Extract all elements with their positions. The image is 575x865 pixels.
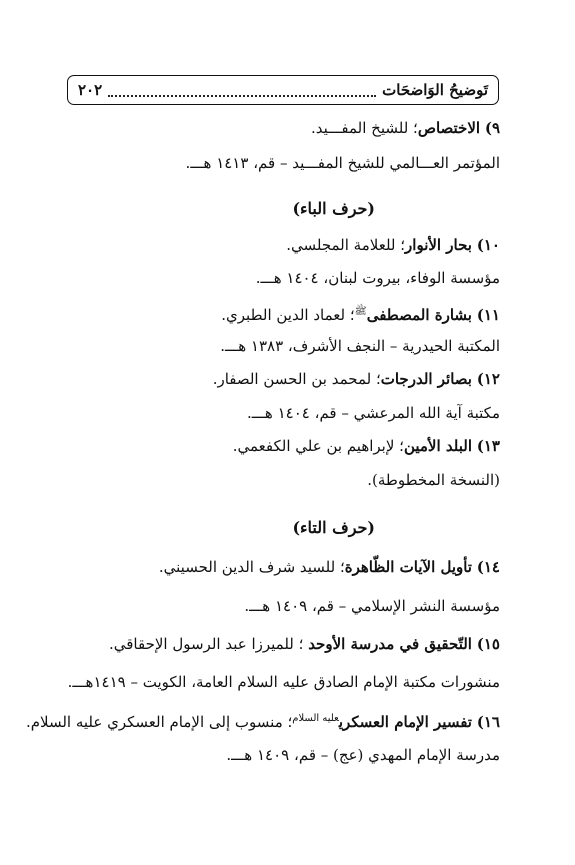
entry-13-title-line xyxy=(233,436,500,456)
entry-title: بحار الأنوار xyxy=(405,236,472,254)
entry-12-title-line xyxy=(213,369,500,389)
entry-title: التّحقيق في مدرسة الأوحد xyxy=(308,635,472,653)
entry-author: ؛ للسيد شرف الدين الحسيني. xyxy=(158,558,345,576)
entry-author: ؛ منسوب إلى الإمام العسكري عليه السلام. xyxy=(25,713,293,731)
page-header xyxy=(67,75,499,105)
entry-13-publisher: (النسخة المخطوطة). xyxy=(367,471,500,489)
entry-number: ١٣) xyxy=(476,437,500,455)
entry-number: ١٥) xyxy=(476,635,500,653)
section-heading-ba: (حرف الباء) xyxy=(292,199,375,218)
entry-author: ؛ للشيخ المفـــيد. xyxy=(311,119,418,137)
entry-16-title-line xyxy=(26,709,500,732)
running-title: تَوضيحُ الوَاضحَات xyxy=(382,81,488,99)
entry-author: ؛ للعلامة المجلسي. xyxy=(286,236,406,254)
entry-14-publisher: مؤسسة النشر الإسلامي – قم، ١٤٠٩ هـــ. xyxy=(244,597,500,615)
entry-author: ؛ لعماد الدين الطبري. xyxy=(221,306,355,324)
entry-9-publisher: المؤتمر العـــالمي للشيخ المفـــيد – قم، ١٤١٣ هـــ. xyxy=(185,154,500,172)
entry-title: بشارة المصطفى xyxy=(366,306,472,324)
entry-16-publisher: مدرسة الإمام المهدي (عج) – قم، ١٤٠٩ هـــ. xyxy=(226,746,500,764)
honorific-glyph: ﷺ xyxy=(354,306,367,317)
entry-number: ١٢) xyxy=(476,370,500,388)
entry-14-title-line xyxy=(159,557,500,577)
entry-number: ١٦) xyxy=(476,713,500,731)
entry-11-title-line xyxy=(221,302,500,325)
entry-author: ؛ لإبراهيم بن علي الكفعمي. xyxy=(232,437,404,455)
honorific-glyph: عليه السلام xyxy=(292,713,339,724)
entry-title: الاختصاص xyxy=(417,119,481,137)
entry-number: ١١) xyxy=(476,306,500,324)
entry-9-title-line xyxy=(311,118,500,138)
page-number: ٢٠٢ xyxy=(78,81,103,99)
entry-title: البلد الأمين xyxy=(403,437,472,455)
entry-15-publisher: منشورات مكتبة الإمام الصادق عليه السلام العامة، الكويت – ١٤١٩هـــ. xyxy=(67,673,500,691)
entry-author: ؛ لمحمد بن الحسن الصفار. xyxy=(212,370,381,388)
entry-number: ١٤) xyxy=(476,558,500,576)
entry-title: تأويل الآيات الظّاهرة xyxy=(344,558,472,576)
section-heading-ta: (حرف التاء) xyxy=(292,518,375,537)
entry-15-title-line xyxy=(109,634,500,654)
entry-number: ٩) xyxy=(484,119,500,137)
entry-10-title-line xyxy=(286,235,500,255)
entry-12-publisher: مكتبة آية الله المرعشي – قم، ١٤٠٤ هـــ. xyxy=(246,404,500,422)
entry-11-publisher: المكتبة الحيدرية – النجف الأشرف، ١٣٨٣ هـــ. xyxy=(220,337,500,355)
entry-title: تفسير الإمام العسكري xyxy=(338,713,472,731)
entry-title: بصائر الدرجات xyxy=(380,370,472,388)
entry-number: ١٠) xyxy=(476,236,500,254)
entry-author: ؛ للميرزا عبد الرسول الإحقاقي. xyxy=(108,635,309,653)
header-dotted-leader xyxy=(108,94,376,97)
entry-10-publisher: مؤسسة الوفاء، بيروت لبنان، ١٤٠٤ هـــ. xyxy=(255,269,500,287)
